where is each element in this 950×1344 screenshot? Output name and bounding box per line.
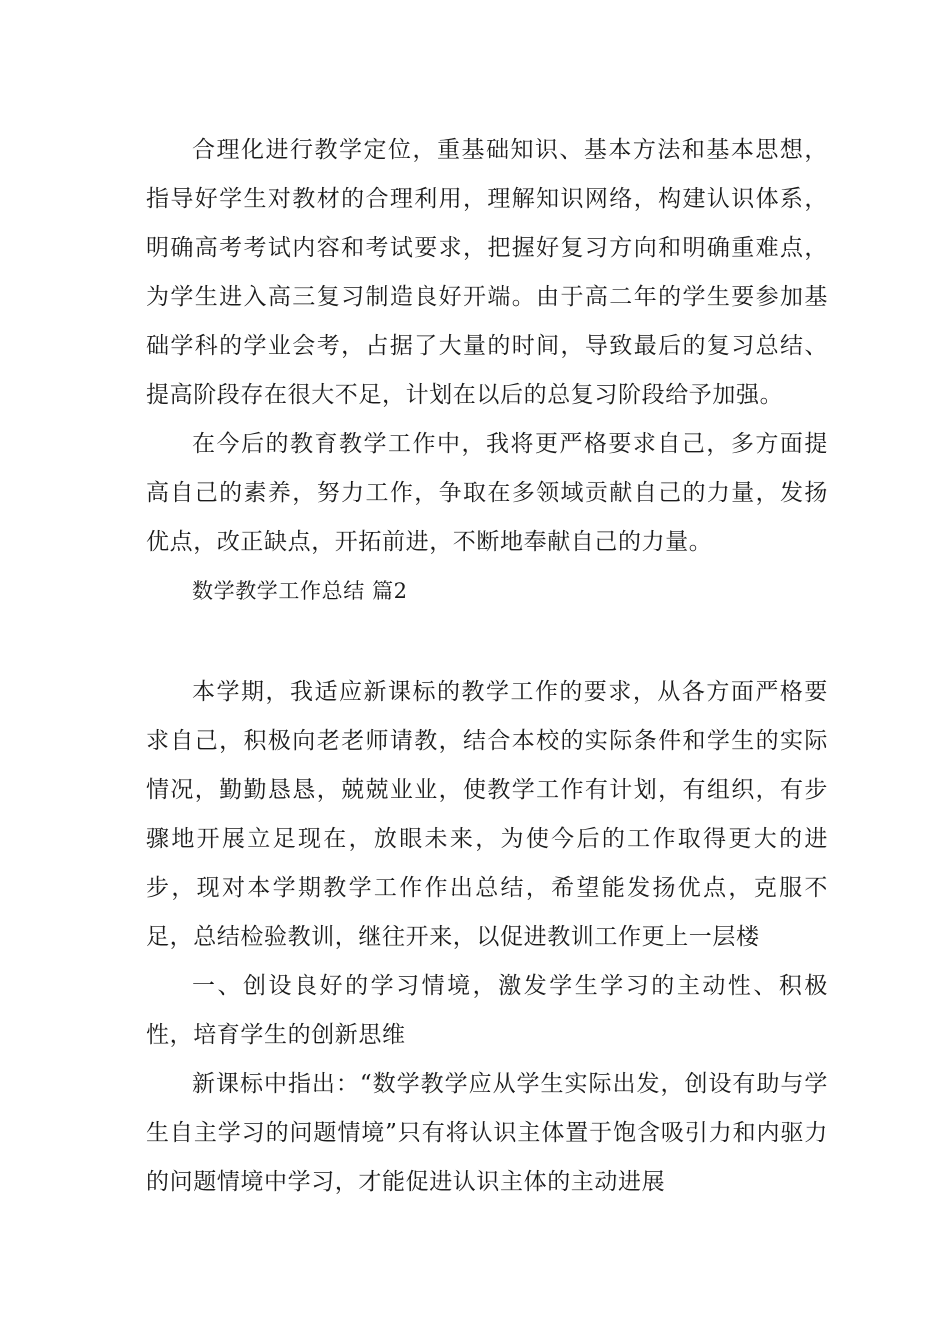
document-body	[146, 126, 828, 1207]
section-spacer	[146, 616, 828, 668]
section-title: 数学教学工作总结 篇2	[192, 579, 408, 603]
paragraph-5: 新课标中指出：“数学教学应从学生实际出发，创设有助与学生自主学习的问题情境”只有将认识主体置于饱含吸引力和内驱力的问题情境中学习，才能促进认识主体的主动进展	[146, 1071, 828, 1195]
paragraph-2: 在今后的教育教学工作中，我将更严格要求自己，多方面提高自己的素养，努力工作，争取在多领域贡献自己的力量，发扬优点，改正缺点，开拓前进，不断地奉献自己的力量。	[146, 431, 828, 555]
paragraph-4: 一、创设良好的学习情境，激发学生学习的主动性、积极性，培育学生的创新思维	[146, 973, 828, 1048]
paragraph-3: 本学期，我适应新课标的教学工作的要求，从各方面严格要求自己，积极向老老师请教，结合本校的实际条件和学生的实际情况，勤勤恳恳，兢兢业业，使教学工作有计划，有组织，有步骤地开展立足现在，放眼未来，为使今后的工作取得更大的进步，现对本学期教学工作作出总结，希望能发扬优点，克服不足，总结检验教训，继往开来，以促进教训工作更上一层楼	[146, 679, 828, 950]
paragraph-1: 合理化进行教学定位，重基础知识、基本方法和基本思想，指导好学生对教材的合理利用，理解知识网络，构建认识体系，明确高考考试内容和考试要求，把握好复习方向和明确重难点，为学生进入高三复习制造良好开端。由于高二年的学生要参加基础学科的学业会考，占据了大量的时间，导致最后的复习总结、提高阶段存在很大不足，计划在以后的总复习阶段给予加强。	[146, 137, 828, 408]
